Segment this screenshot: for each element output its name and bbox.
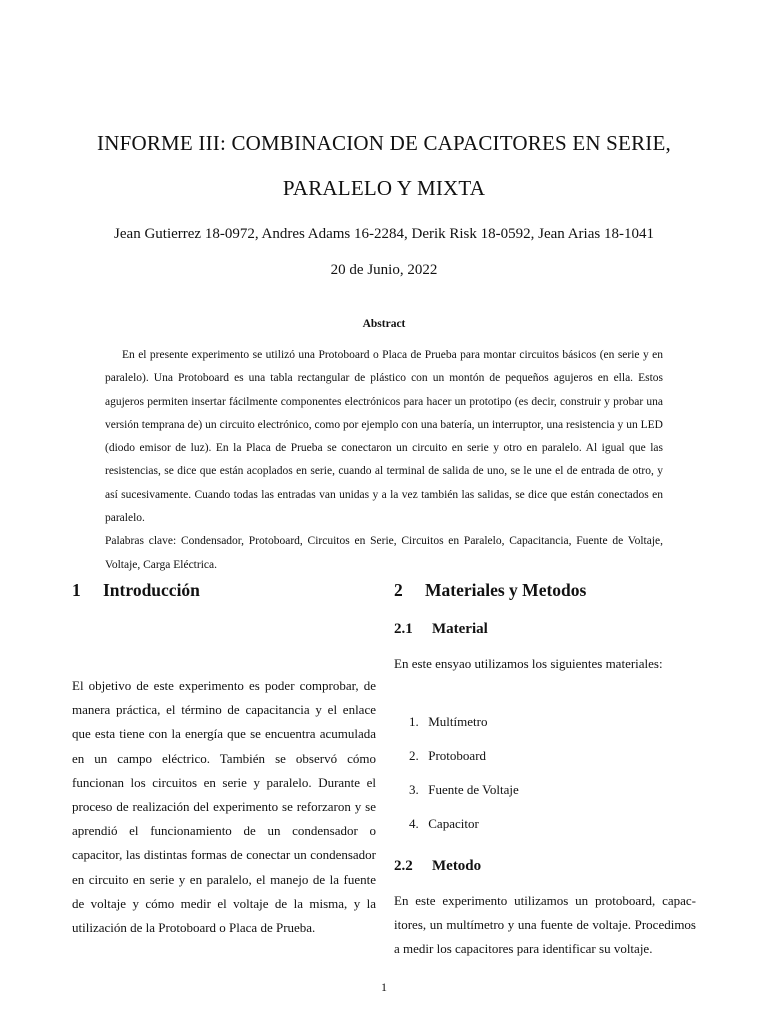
list-item-number: 2. [409,748,419,763]
introduction-paragraph: El objetivo de este experimento es poder comprobar, de manera práctica, el término de capacitancia y el enlace que esta tiene con la energía que se encuentra acumulada en un campo eléctrico. También se observó cómo funcionan los circuitos en serie y paralelo. Durante el proceso de realización del experimento se reforzaron y se aprendió el funcionamiento de un condensador o capacitor, las distintas formas de conectar un condensador en circuito en serie y en paralelo, el manejo de la fuente de voltaje y cómo medir el voltaje de la misma, y la utilización de la Protoboard o Placa de Prueba. [72,678,376,936]
list-item [409,711,689,745]
paper-title-line-1: INFORME III: COMBINACION DE CAPACITORES EN SERIE, [97,131,671,155]
list-item [409,779,689,813]
list-item-number: 3. [409,782,419,797]
subsection-number: 2.1 [394,621,413,637]
page-number: 1 [381,980,387,994]
section-number: 2 [394,580,403,600]
abstract-body: En el presente experimento se utilizó una Protoboard o Placa de Prueba para montar circuitos básicos (en serie y en paralelo). Una Protoboard es una tabla rectangular de plástico con un montón de pequeños agujeros en ella. Estos agujeros permiten insertar fácilmente componentes electrónicos para hacer un prototipo (es decir, construir y probar una versión temprana de) un circuito electrónico, como por ejemplo con una batería, un interruptor, una resistencia y un LED (diodo emisor de luz). En la Placa de Prueba se conectaron un circuito en serie y otro en paralelo. Al igual que las resistencias, se dice que están acoplados en serie, cuando al terminal de salida de uno, se le une el de entrada de otro, y así sucesivamente. Cuando todas las entradas van unidas y a la vez también las salidas, se dice que están conectados en paralelo. [105,349,663,525]
material-intro [394,652,696,676]
section-heading-introduccion [72,580,200,601]
abstract [105,344,663,577]
section-title: Materiales y Metodos [425,580,587,600]
list-item-label: Capacitor [428,816,479,831]
abstract-keywords: Palabras clave: Condensador, Protoboard, Circuitos en Serie, Circuitos en Paralelo, Capacitancia, Fuente de Voltaje, Voltaje, Carga Eléctrica. [105,535,663,571]
introduction-body [72,674,376,940]
section-heading-materiales-metodos [394,580,586,601]
method-body [394,889,696,962]
authors: Jean Gutierrez 18-0972, Andres Adams 16-2284, Derik Risk 18-0592, Jean Arias 18-1041 [114,226,654,242]
material-intro-text: En este ensyao utilizamos los siguientes materiales: [394,656,663,671]
section-title: Introducción [103,580,200,600]
subsection-heading-metodo [394,858,481,875]
section-number: 1 [72,580,81,600]
abstract-heading: Abstract [362,318,406,330]
subsection-title: Material [432,621,488,637]
list-item-label: Protoboard [428,748,487,763]
list-item-label: Multímetro [428,714,488,729]
list-item-label: Fuente de Voltaje [428,782,519,797]
subsection-number: 2.2 [394,858,413,874]
list-item [409,745,689,779]
list-item [409,813,689,847]
date: 20 de Junio, 2022 [330,262,438,278]
subsection-title: Metodo [432,858,482,874]
materials-list [409,711,689,847]
method-paragraph: En este experimento utilizamos un protoboard, capacitores, un multímetro y una fuente de voltaje. Procedimos a medir los capacitores para identificar su voltaje. [394,893,696,957]
subsection-heading-material [394,621,488,638]
list-item-number: 1. [409,714,419,729]
paper-title-line-2: PARALELO Y MIXTA [282,176,486,200]
list-item-number: 4. [409,816,419,831]
